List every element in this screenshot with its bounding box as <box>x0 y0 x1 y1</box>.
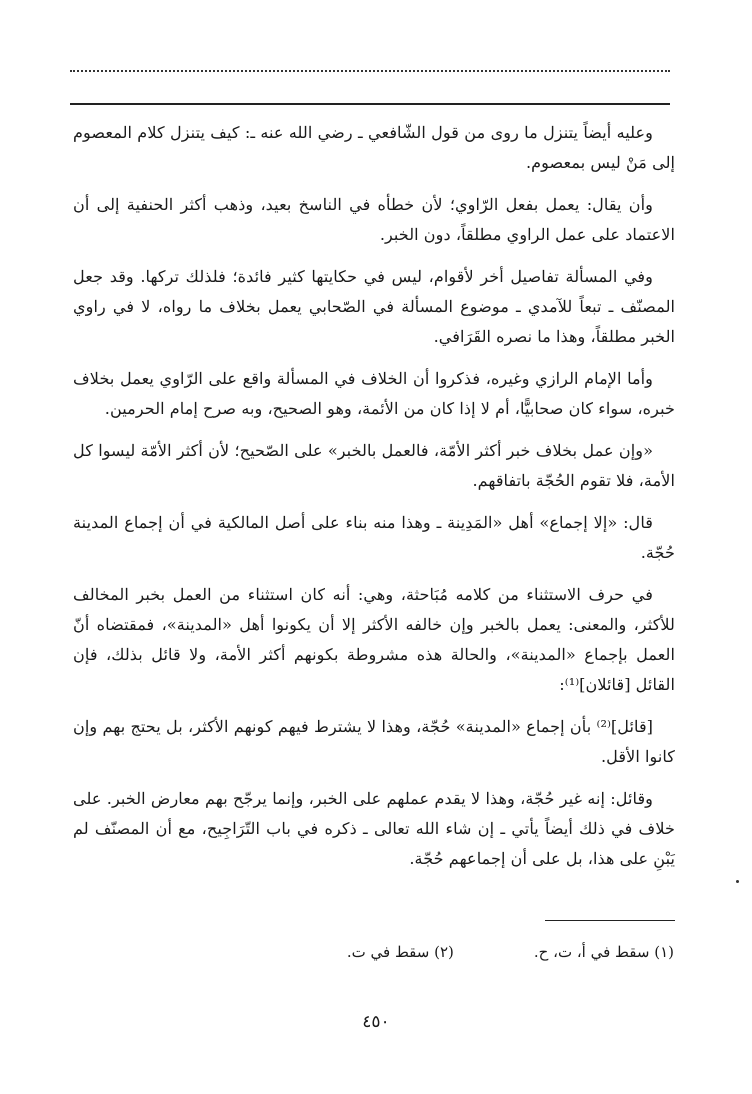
paragraph-9: وقائل: إنه غير حُجّة، وهذا لا يقدم عملهم على الخبر، وإنما يرجّح بهم معارض الخبر. على خلاف في ذلك أيضاً يأتي ـ إن شاء الله تعالى ـ ذكره في باب التّرَاجِيح، مع أن المصنّف لم يَبْنِ على هذا، بل على أن إجماعهم حُجّة. <box>73 789 675 868</box>
main-text <box>73 118 675 886</box>
paragraph-5: «وإن عمل بخلاف خبر أكثر الأمّة، فالعمل بالخبر» على الصّحيح؛ لأن أكثر الأمّة ليسوا كل الأمة، فلا تقوم الحُجّة باتفاقهم. <box>73 441 675 490</box>
paragraph-7: في حرف الاستثناء من كلامه مُبَاحثة، وهي: أنه كان استثناء من العمل بخبر المخالف للأكثر، والمعنى: يعمل بالخبر وإن خالفه الأكثر إلا أن يكونوا أهل «المدينة»، فمقتضاه أنّ العمل بإجماع «المدينة»، والحالة هذه مشروطة بكونهم أكثر الأمة، ولا قائل بذلك، فإن القائل [قائلان]⁽¹⁾: <box>73 585 675 694</box>
paragraph-4: وأما الإمام الرازي وغيره، فذكروا أن الخلاف في المسألة واقع على الرّاوي يعمل بخلاف خبره، سواء كان صحابيًّا، أم لا إذا كان من الأئمة، وهو الصحيح، وبه صرح إمام الحرمين. <box>73 369 675 418</box>
paragraph-1: وعليه أيضاً يتنزل ما روى من قول الشّافعي ـ رضي الله عنه ـ: كيف يتنزل كلام المعصوم إلى مَنْ ليس بمعصوم. <box>73 123 675 172</box>
header-dotted-line <box>70 70 670 82</box>
paragraph-2: وأن يقال: يعمل بفعل الرّاوي؛ لأن خطأه في الناسخ بعيد، وذهب أكثر الحنفية إلى أن الاعتماد على عمل الراوي مطلقاً، دون الخبر. <box>73 195 675 244</box>
paragraph-3: وفي المسألة تفاصيل أخر لأقوام، ليس في حكايتها كثير فائدة؛ فلذلك تركها. وقد جعل المصنّف ـ تبعاً للآمدي ـ موضوع المسألة في الصّحابي يعمل بخلاف ما رواه، لا في راوي الخبر مطلقاً، وهذا ما نصره القَرَافي. <box>73 267 675 346</box>
footnote-1: (١) سقط في أ، ت، ح. <box>533 943 674 961</box>
paragraph-8: [قائل]⁽²⁾ بأن إجماع «المدينة» حُجّة، وهذا لا يشترط فيهم كونهم الأكثر، بل يحتج بهم وإن كانوا الأقل. <box>73 717 675 766</box>
header-rule <box>70 103 670 105</box>
margin-mark <box>736 880 739 883</box>
footnote-2: (٢) سقط في ت. <box>346 943 454 961</box>
footnote-rule <box>545 920 675 921</box>
paragraph-6: قال: «إلا إجماع» أهل «المَدِينة ـ وهذا منه بناء على أصل المالكية في أن إجماع المدينة حُجّة. <box>73 513 675 562</box>
page-number: ٤٥٠ <box>362 1012 390 1032</box>
footnotes <box>74 940 674 964</box>
